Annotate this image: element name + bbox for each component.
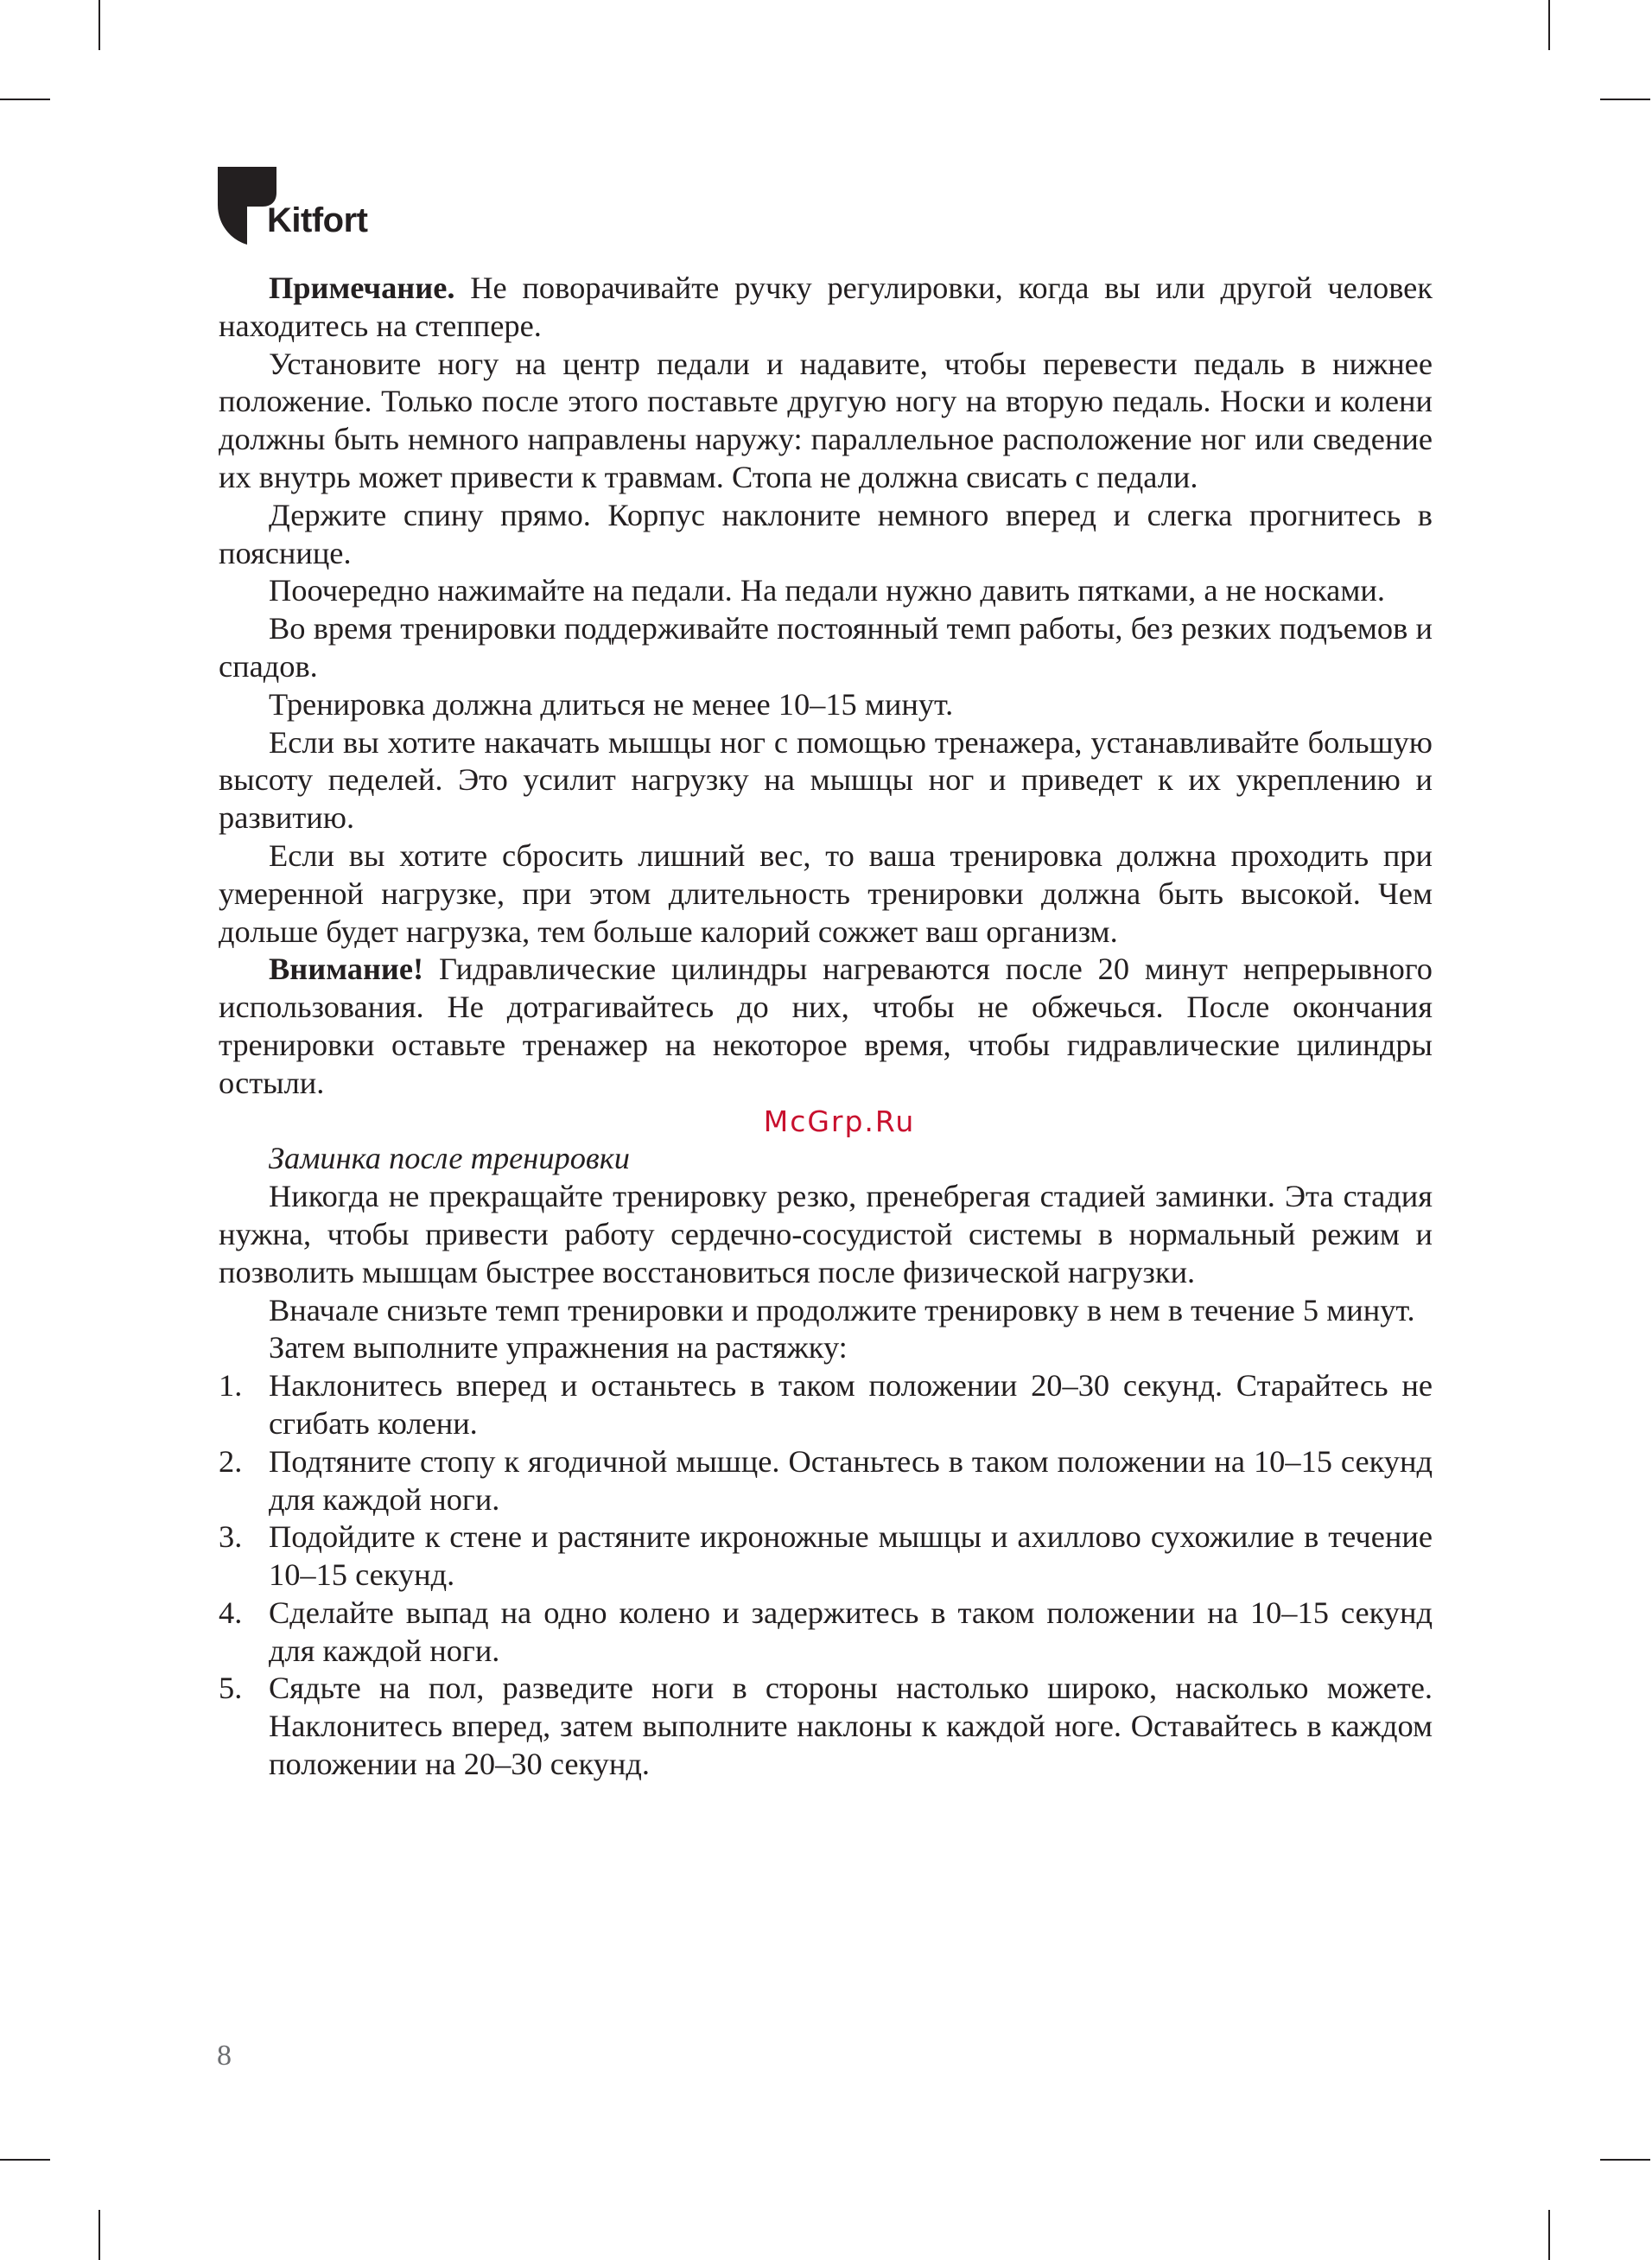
list-item (219, 1443, 1433, 1519)
crop-mark-bottom-right (1548, 2210, 1550, 2260)
brand-logo (218, 167, 382, 249)
list-item-text: Сделайте выпад на одно колено и задержитесь в таком положении на 10–15 секунд для каждой ноги. (269, 1595, 1433, 1668)
list-item-text: Подтяните стопу к ягодичной мышце. Останьтесь в таком положении на 10–15 секунд для каждой ноги. (269, 1443, 1433, 1517)
list-item-text: Сядьте на пол, разведите ноги в стороны настолько широко, насколько можете. Наклонитесь вперед, затем выполните наклоны к каждой ноге. Оставайтесь в каждом положении на 20–30 секунд. (269, 1671, 1433, 1782)
cooldown-heading: Заминка после тренировки (269, 1141, 630, 1176)
paragraph-weight-loss: Если вы хотите сбросить лишний вес, то ваша тренировка должна проходить при умеренной нагрузке, при этом длительность тренировки должна быть высокой. Чем дольше будет нагрузка, тем больше калорий сожжет ваш организм. (219, 837, 1433, 949)
page-content (219, 270, 1433, 1784)
paragraph-pedals: Поочередно нажимайте на педали. На педали нужно давить пятками, а не носками. (269, 573, 1385, 608)
crop-mark-top-left (98, 0, 100, 50)
list-item-text: Подойдите к стене и растяните икроножные мышцы и ахиллово сухожилие в течение 10–15 секунд. (269, 1519, 1433, 1593)
list-item-number: 5. (219, 1671, 243, 1706)
page-number: 8 (217, 2040, 232, 2072)
note-label: Примечание. (269, 271, 455, 305)
warning-text: Гидравлические цилиндры нагреваются после 20 минут непрерывного использования. Не дотрагивайтесь до них, чтобы не обжечься. После окончания тренировки оставьте тренажер на некоторое время, чтобы гидравлические цилиндры остыли. (219, 952, 1433, 1100)
stretching-steps-list (219, 1367, 1433, 1784)
crop-mark-left-top (0, 99, 50, 100)
cooldown-paragraph-3: Затем выполните упражнения на растяжку: (269, 1330, 848, 1366)
watermark-link[interactable]: McGrp.Ru (763, 1104, 916, 1138)
crop-mark-top-right (1548, 0, 1550, 50)
brand-logo-text: Kitfort (267, 201, 368, 239)
list-item (219, 1595, 1433, 1671)
crop-mark-left-bottom (0, 2159, 50, 2161)
list-item (219, 1670, 1433, 1783)
list-item-number: 2. (219, 1443, 243, 1479)
list-item-number: 4. (219, 1595, 243, 1630)
warning-paragraph (219, 951, 1433, 1102)
note-paragraph (219, 270, 1433, 346)
note-text: Не поворачивайте ручку регулировки, когда вы или другой человек находитесь на степпере. (219, 271, 1433, 343)
list-item (219, 1367, 1433, 1443)
list-item-number: 3. (219, 1519, 243, 1555)
list-item-text: Наклонитесь вперед и останьтесь в таком положении 20–30 секунд. Старайтесь не сгибать колени. (269, 1368, 1433, 1441)
cooldown-paragraph-2: Вначале снизьте темп тренировки и продолжите тренировку в нем в течение 5 минут. (269, 1292, 1415, 1327)
paragraph-muscles: Если вы хотите накачать мышцы ног с помощью тренажера, устанавливайте большую высоту педелей. Это усилит нагрузку на мышцы ног и приведет к их укреплению и развитию. (219, 724, 1433, 836)
paragraph-duration: Тренировка должна длиться не менее 10–15 минут. (269, 686, 954, 722)
crop-mark-right-bottom (1600, 2159, 1650, 2161)
cooldown-paragraph-1: Никогда не прекращайте тренировку резко, пренебрегая стадией заминки. Эта стадия нужна, чтобы привести работу сердечно-сосудистой системы в нормальный режим и позволить мышцам быстрее восстановиться после физической нагрузки. (219, 1179, 1433, 1289)
paragraph-posture: Держите спину прямо. Корпус наклоните немного вперед и слегка прогнитесь в пояснице. (219, 497, 1433, 570)
paragraph-tempo: Во время тренировки поддерживайте постоянный темп работы, без резких подъемов и спадов. (219, 611, 1433, 684)
crop-mark-bottom-left (98, 2210, 100, 2260)
list-item-number: 1. (219, 1368, 243, 1404)
paragraph-foot-position: Установите ногу на центр педали и надавите, чтобы перевести педаль в нижнее положение. Только после этого поставьте другую ногу на вторую педаль. Носки и колени должны быть немного направлены наружу: параллельное расположение ног или сведение их внутрь может привести к травмам. Стопа не должна свисать с педали. (219, 346, 1433, 494)
crop-mark-right-top (1600, 99, 1650, 100)
list-item (219, 1518, 1433, 1595)
warning-label: Внимание! (269, 952, 424, 987)
